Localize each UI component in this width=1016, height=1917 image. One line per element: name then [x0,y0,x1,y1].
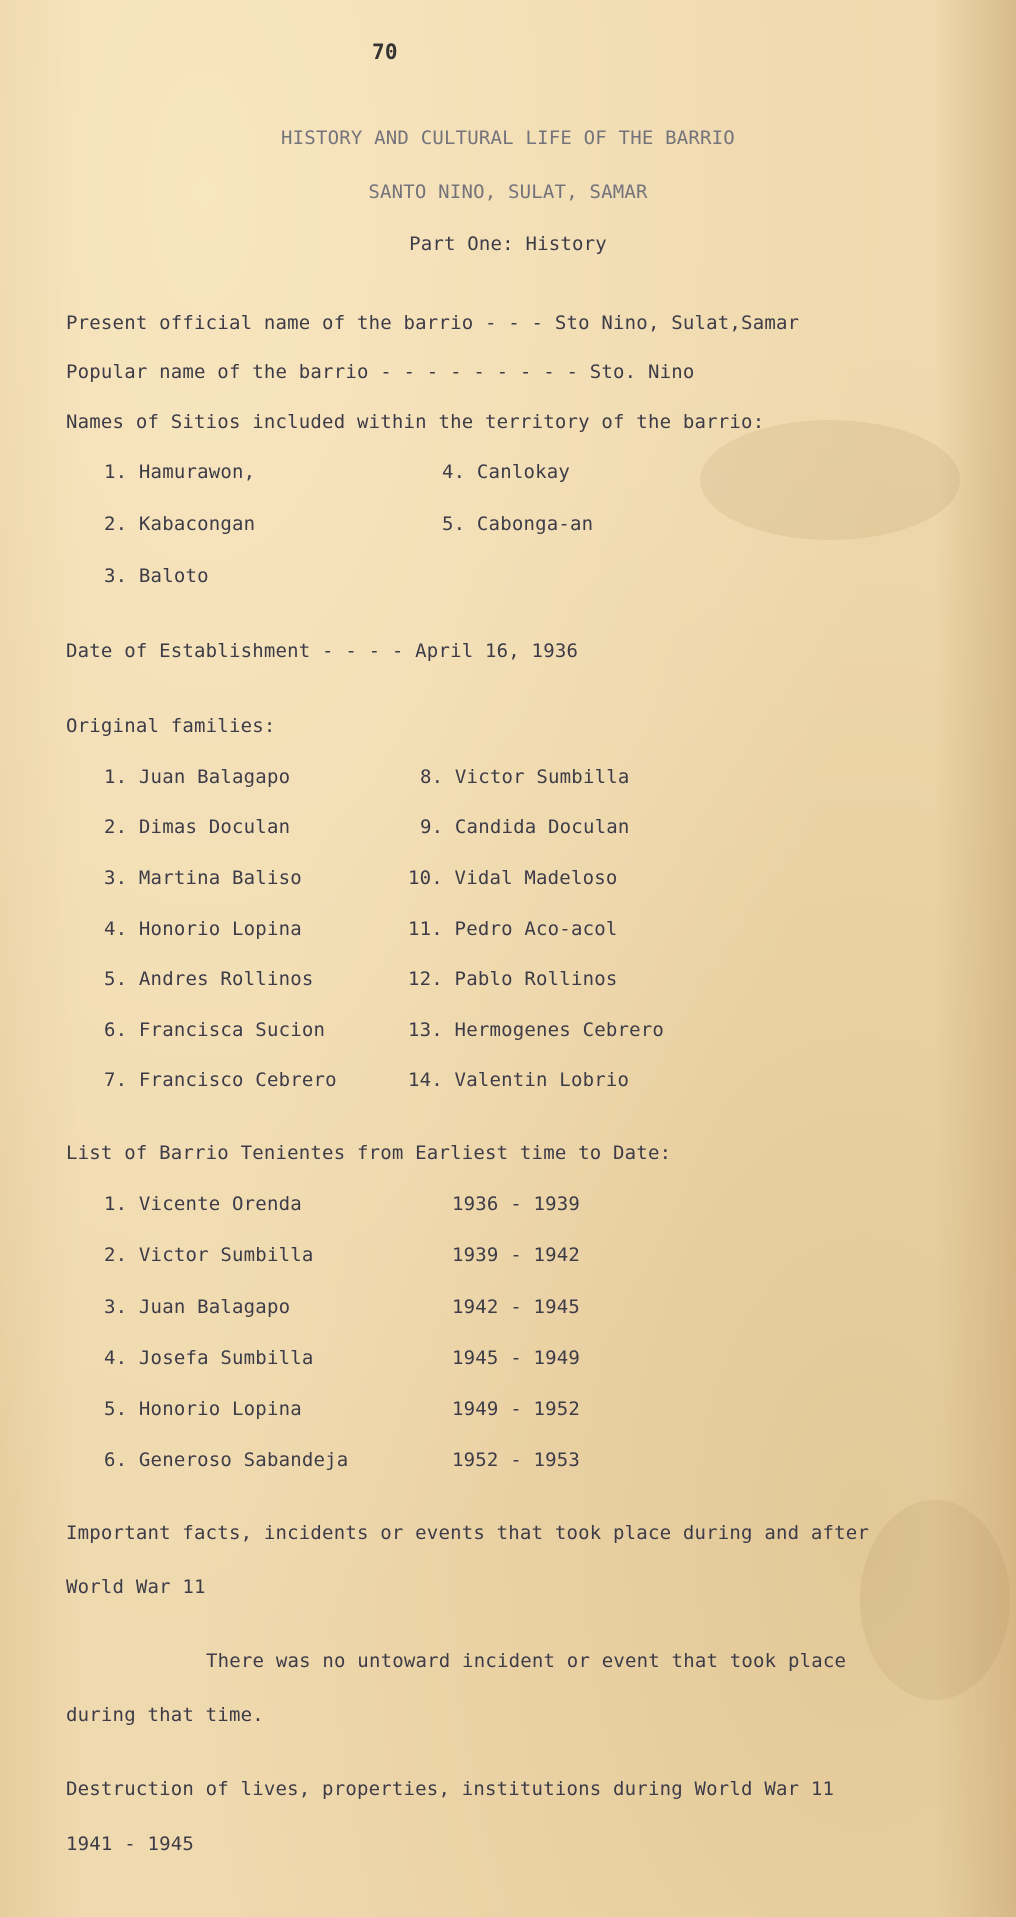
family-item: 10. Vidal Madeloso [408,867,618,889]
facts-body-cont: during that time. [66,1704,264,1726]
teniente-name: 5. Honorio Lopina [104,1398,302,1420]
families-heading: Original families: [66,715,276,737]
family-item: 6. Francisca Sucion [104,1019,326,1041]
teniente-years: 1945 - 1949 [452,1347,581,1369]
family-item: 12. Pablo Rollinos [408,968,618,990]
tenientes-heading: List of Barrio Tenientes from Earliest time to Date: [66,1142,672,1164]
establishment-line: Date of Establishment - - - - April 16, 1936 [66,640,579,662]
destruction-heading: Destruction of lives, properties, institutions during World War 11 [66,1778,835,1800]
teniente-years: 1949 - 1952 [452,1398,581,1420]
teniente-years: 1936 - 1939 [452,1193,581,1215]
teniente-years: 1952 - 1953 [452,1449,581,1471]
family-item: 8. Victor Sumbilla [420,766,630,788]
facts-heading-cont: World War 11 [66,1576,206,1598]
family-item: 9. Candida Doculan [420,816,630,838]
sitio-item: 3. Baloto [104,565,209,587]
paper-stain [860,1500,1010,1700]
family-item: 3. Martina Baliso [104,867,302,889]
destruction-years: 1941 - 1945 [66,1833,195,1855]
sitio-item: 2. Kabacongan [104,513,256,535]
family-item: 13. Hermogenes Cebrero [408,1019,665,1041]
teniente-name: 4. Josefa Sumbilla [104,1347,314,1369]
family-item: 4. Honorio Lopina [104,918,302,940]
part-heading: Part One: History [409,233,607,255]
teniente-years: 1939 - 1942 [452,1244,581,1266]
family-item: 5. Andres Rollinos [104,968,314,990]
sitios-heading: Names of Sitios included within the territory of the barrio: [66,411,765,433]
teniente-years: 1942 - 1945 [452,1296,581,1318]
facts-body: There was no untoward incident or event that took place [206,1650,847,1672]
family-item: 14. Valentin Lobrio [408,1069,630,1091]
page-number: 70 [372,40,398,64]
sitio-item: 5. Cabonga-an [442,513,594,535]
official-name-line: Present official name of the barrio - - - Sto Nino, Sulat,Samar [66,312,800,334]
popular-name-line: Popular name of the barrio - - - - - - - - - Sto. Nino [66,361,695,383]
sitio-item: 4. Canlokay [442,461,571,483]
paper-stain [700,420,960,540]
family-item: 2. Dimas Doculan [104,816,291,838]
teniente-name: 6. Generoso Sabandeja [104,1449,349,1471]
teniente-name: 2. Victor Sumbilla [104,1244,314,1266]
document-subtitle: SANTO NINO, SULAT, SAMAR [368,181,648,203]
facts-heading: Important facts, incidents or events that took place during and after [66,1522,870,1544]
family-item: 1. Juan Balagapo [104,766,291,788]
family-item: 11. Pedro Aco-acol [408,918,618,940]
family-item: 7. Francisco Cebrero [104,1069,337,1091]
teniente-name: 1. Vicente Orenda [104,1193,302,1215]
teniente-name: 3. Juan Balagapo [104,1296,291,1318]
document-title: HISTORY AND CULTURAL LIFE OF THE BARRIO [281,127,735,149]
sitio-item: 1. Hamurawon, [104,461,256,483]
